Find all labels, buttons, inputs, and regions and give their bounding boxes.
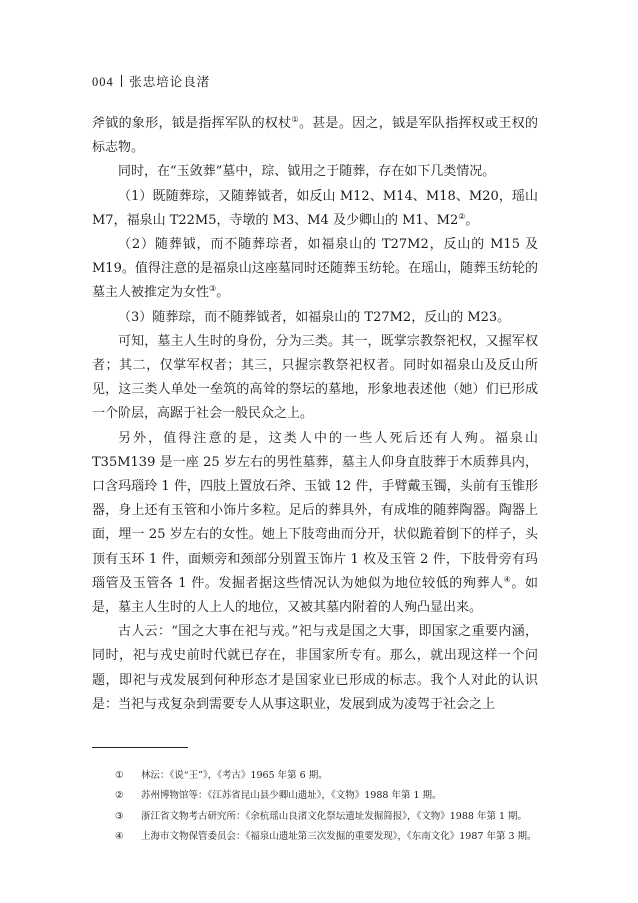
paragraph-text: （3）随葬琮，而不随葬钺者，如福泉山的 T27M2，反山的 M23。 (118, 309, 511, 325)
footnote-item (115, 786, 545, 806)
paragraph-text-after: 。如是，墓主人生时的人上人的地位，又被其墓内附着的人殉凸显出来。 (92, 575, 538, 616)
paragraph (92, 185, 538, 233)
paragraph-text: （1）既随葬琮，又随葬钺者，如反山 M12、M14、M18、M20，瑶山 M7，福泉山 T22M5，寺墩的 M3、M4 及少卿山的 M1、M2 (92, 188, 538, 228)
paragraph-text: 同时，在“玉敛葬”墓中，琮、钺用之于随葬，存在如下几类情况。 (118, 164, 496, 180)
footnote-text: 上海市文物保管委员会：《福泉山遗址第三次发掘的重要发现》，《东南文化》1987 年第 3 期。 (141, 830, 537, 842)
paragraph (92, 620, 538, 717)
footnote-item (115, 807, 545, 827)
footnote-number: ④ (115, 830, 124, 842)
paragraph (92, 112, 538, 160)
paragraph (92, 160, 538, 184)
paragraph (92, 330, 538, 427)
paragraph-text: （2）随葬钺，而不随葬琮者，如福泉山的 T27M2，反山的 M15 及 M19。值得注意的是福泉山这座墓同时还随葬玉纺轮。在瑶山，随葬玉纺轮的墓主人被推定为女性 (92, 237, 538, 301)
book-title: 张忠培论良渚 (129, 74, 211, 89)
running-header (92, 72, 210, 90)
paragraph (92, 233, 538, 306)
paragraph-text-after: 。 (216, 285, 230, 301)
footnote-number: ① (115, 770, 124, 781)
page-number: 004 (92, 75, 114, 89)
paragraph (92, 306, 538, 330)
footnote-text: 浙江省文物考古研究所：《余杭瑶山良渚文化祭坛遗址发掘简报》，《文物》1988 年第 1 期。 (141, 810, 528, 822)
paragraph-text: 另外，值得注意的是，这类人中的一些人死后还有人殉。福泉山 T35M139 是一座 25 岁左右的男性墓葬，墓主人仰身直肢葬于木质葬具内，口含玛瑙玲 1 件，四肢上置放石斧、玉钺 12 件，手臂戴玉镯，头前有玉锥形器，身上还有玉管和小饰片多粒。足后的葬具外，有成堆的随葬陶器。陶器上面，埋一 25 岁左右的女性。她上下肢弯曲而分开，状似跪着倒下的样子，头顶有玉环 1 件，面颊旁和颈部分别置玉饰片 1 枚及玉管 2 件，下肢骨旁有玛瑙管及玉管各 1 件。发掘者据这些情况认为她似为地位较低的殉葬人 (92, 430, 538, 591)
footnote-item (115, 827, 545, 847)
paragraph-text-after: 。甚是。因之，钺是军队指挥权或王权的标志物。 (92, 116, 538, 156)
footnote-text: 林沄：《说“王”》，《考古》1965 年第 6 期。 (141, 770, 328, 781)
paragraph (92, 427, 538, 621)
paragraph-text: 可知，墓主人生时的身份，分为三类。其一，既掌宗教祭祀权，又握军权者；其二，仅掌军权者；其三，只握宗教祭祀权者。同时如福泉山及反山所见，这三类人单处一垒筑的高耸的祭坛的墓地，形象地表述他（她）们已形成一个阶层，高踞于社会一般民众之上。 (92, 333, 538, 422)
footnote-text: 苏州博物馆等：《江苏省昆山县少卿山遗址》，《文物》1988 年第 1 期。 (141, 790, 442, 802)
main-text (92, 112, 538, 717)
paragraph-text: 斧钺的象形，钺是指挥军队的权杖 (92, 116, 292, 131)
paragraph-text-after: 。 (465, 212, 479, 228)
footnote-item (115, 766, 545, 786)
footnote-marker[interactable]: ③ (209, 284, 217, 294)
footnote-number: ③ (115, 810, 124, 822)
footnote-marker[interactable]: ① (291, 115, 299, 124)
footnote-marker[interactable]: ② (458, 211, 466, 221)
header-divider (121, 75, 123, 87)
footnotes (115, 766, 545, 847)
paragraph-text: 古人云：“国之大事在祀与戎。”祀与戎是国之大事，即国家之重要内涵，同时，祀与戎史前时代就已存在，非国家所专有。那么，就出现这样一个问题，即祀与戎发展到何种形态才是国家业已形成的标志。我个人对此的认识是：当祀与戎复杂到需要专人从事这职业，发展到成为凌驾于社会之上 (92, 624, 538, 712)
footnote-marker[interactable]: ④ (503, 574, 512, 584)
footnote-number: ② (115, 790, 124, 802)
footnote-rule (92, 747, 188, 748)
